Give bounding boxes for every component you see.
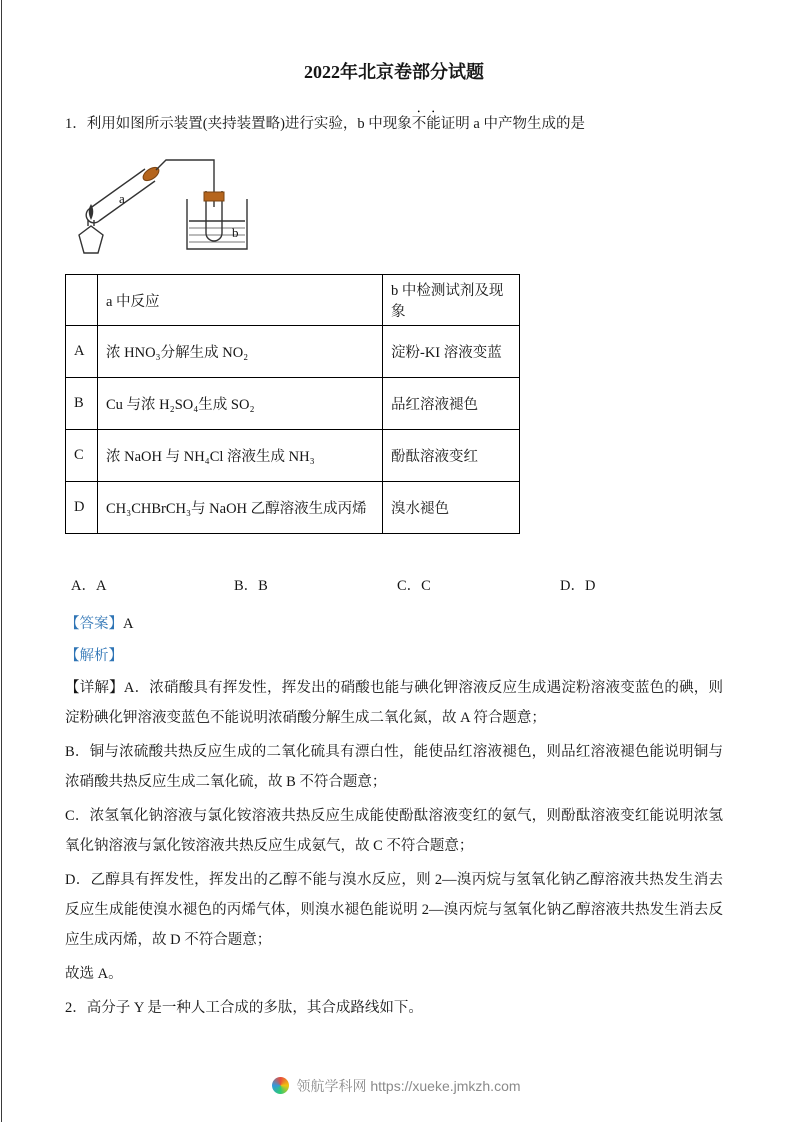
- site-logo-icon: [272, 1077, 289, 1094]
- stopper-icon: [204, 192, 224, 201]
- row-option: A: [66, 326, 98, 378]
- detail-paragraph-c: C．浓氢氧化钠溶液与氯化铵溶液共热反应生成能使酚酞溶液变红的氨气，则酚酞溶液变红能说明浓氢氧化钠溶液与氯化铵溶液共热反应生成氨气，故 C 不符合题意；: [65, 808, 723, 854]
- question2-stem: 2．高分子 Y 是一种人工合成的多肽，其合成路线如下。: [65, 1000, 423, 1016]
- table-row: [66, 378, 520, 430]
- question1-table: [65, 274, 520, 534]
- choice-C: C．C: [397, 578, 431, 594]
- table-row: [66, 430, 520, 482]
- detail-conclusion: 故选 A。: [65, 966, 123, 982]
- row-phenomenon: 品红溶液褪色: [383, 378, 520, 430]
- row-reaction: 浓 NaOH 与 NH₄Cl 溶液生成 NH₃: [98, 430, 383, 482]
- footer-site-name: 领航学科网: [296, 1078, 367, 1094]
- analysis-label: 【解析】: [65, 648, 123, 664]
- choice-D: D．D: [560, 578, 596, 594]
- row-phenomenon: 酚酞溶液变红: [383, 430, 520, 482]
- table-header-empty: [66, 275, 98, 326]
- apparatus-figure: [75, 143, 257, 261]
- choice-B: B．B: [234, 578, 268, 594]
- choices-row: [71, 574, 723, 595]
- footer-url: https://xueke.jmkzh.com: [370, 1078, 521, 1094]
- row-reaction: Cu 与浓 H₂SO₄生成 SO₂: [98, 378, 383, 430]
- row-option: C: [66, 430, 98, 482]
- table-header-reaction: a 中反应: [98, 275, 383, 326]
- collection-tube: [204, 191, 224, 241]
- diagram-label-b: b: [232, 225, 239, 240]
- question1-stem: [65, 108, 723, 133]
- answer-value: A: [123, 616, 134, 632]
- row-phenomenon: 溴水褪色: [383, 482, 520, 534]
- row-option: D: [66, 482, 98, 534]
- detail-block: [65, 673, 723, 989]
- detail-paragraph-b: B．铜与浓硫酸共热反应生成的二氧化硫具有漂白性，能使品红溶液褪色，则品红溶液褪色能说明铜与浓硝酸共热反应生成二氧化硫，故 B 不符合题意；: [65, 744, 723, 790]
- table-row: [66, 326, 520, 378]
- choice-A: A．A: [71, 578, 107, 594]
- detail-paragraph-a: [65, 673, 723, 733]
- table-header-phenomenon: b 中检测试剂及现象: [383, 275, 520, 326]
- answer-label: 【答案】: [65, 616, 123, 632]
- detail-label: 【详解】: [65, 680, 124, 696]
- question1-text: 1．利用如图所示装置(夹持装置略)进行实验，b 中现象: [65, 116, 412, 132]
- page-edge-line: [1, 0, 2, 1122]
- table-row: [66, 482, 520, 534]
- row-reaction: 浓 HNO₃分解生成 NO₂: [98, 326, 383, 378]
- row-phenomenon: 淀粉-KI 溶液变蓝: [383, 326, 520, 378]
- page-footer: [0, 1076, 793, 1096]
- question1-emphasis: 不能: [411, 116, 441, 132]
- apparatus-diagram: [75, 143, 723, 266]
- row-reaction: CH₃CHBrCH₃与 NaOH 乙醇溶液生成丙烯: [98, 482, 383, 534]
- answer-line: [65, 609, 723, 639]
- row-option: B: [66, 378, 98, 430]
- page-title: 2022年北京卷部分试题: [304, 62, 484, 82]
- question1-text-cont: 证明 a 中产物生成的是: [440, 116, 585, 132]
- detail-paragraph-d: D．乙醇具有挥发性，挥发出的乙醇不能与溴水反应，则 2—溴丙烷与氢氧化钠乙醇溶液共热发生消去反应生成能使溴水褪色的丙烯气体，则溴水褪色能说明 2—溴丙烷与氢氧化钠乙醇溶液共热发生消去反应生成丙烯，故 D 不符合题意；: [65, 872, 723, 948]
- detail-text-a: A．浓硝酸具有挥发性，挥发出的硝酸也能与碘化钾溶液反应生成遇淀粉溶液变蓝色的碘，则淀粉碘化钾溶液变蓝色不能说明浓硝酸分解生成二氧化氮，故 A 符合题意；: [65, 680, 724, 726]
- beaker: [187, 199, 247, 249]
- alcohol-lamp-icon: [79, 204, 103, 253]
- table-header-row: [66, 275, 520, 326]
- diagram-label-a: a: [119, 191, 125, 206]
